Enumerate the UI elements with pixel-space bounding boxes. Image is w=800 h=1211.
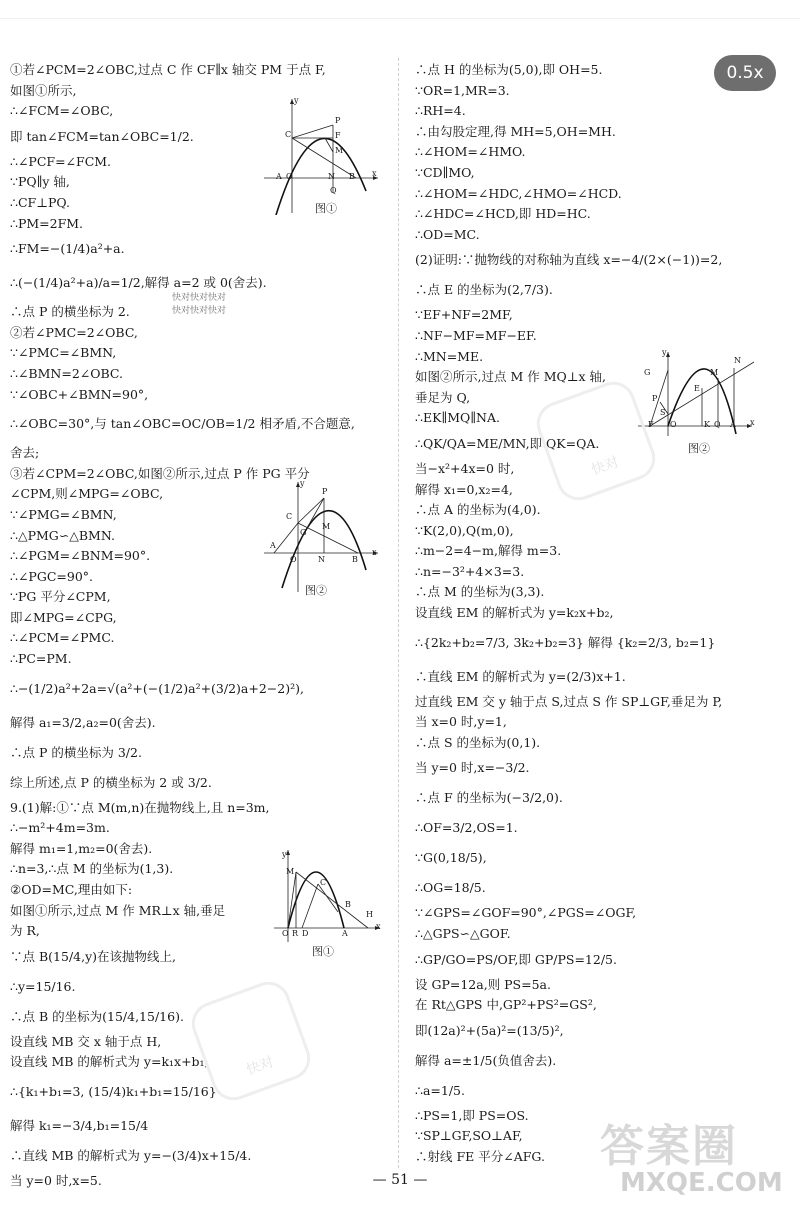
solution-line: ∴RH=4. bbox=[415, 103, 466, 119]
solution-line: ∠CPM,则∠MPG=∠OBC, bbox=[10, 486, 164, 502]
solution-line: 即∠MPG=∠CPG, bbox=[10, 609, 117, 625]
solution-line: ①若∠PCM=2∠OBC,过点 C 作 CF∥x 轴交 PM 于点 F, bbox=[10, 62, 326, 77]
solution-line: ∵G(0,18/5), bbox=[415, 850, 487, 866]
figure-1-label: C bbox=[285, 130, 292, 139]
solution-line: ∴PS=1,即 PS=OS. bbox=[415, 1107, 529, 1123]
solution-line: ∴a=1/5. bbox=[415, 1082, 465, 1098]
figure-3-label: B bbox=[345, 900, 351, 909]
figure-2-label: y bbox=[300, 479, 305, 488]
solution-line: ∴−(1/2)a²+2a=√(a²+(−(1/2)a²+(3/2)a+2−2)²), bbox=[10, 680, 304, 696]
solution-line: ∴点 P 的横坐标为 2. bbox=[10, 304, 130, 320]
solution-line: ∴∠HOM=∠HMO. bbox=[415, 144, 526, 160]
figure-2-label: N bbox=[318, 555, 325, 564]
solution-line: ∴OD=MC. bbox=[415, 226, 480, 242]
figure-2-label: G bbox=[300, 528, 307, 537]
solution-line: ②OD=MC,理由如下: bbox=[10, 882, 133, 898]
figure-3-label: C bbox=[320, 878, 327, 887]
figure-1-label: x bbox=[372, 169, 377, 178]
figure-3-caption: 图① bbox=[312, 945, 334, 958]
solution-line: ∵∠OBC+∠BMN=90°, bbox=[10, 386, 149, 402]
solution-line: 解得 m₁=1,m₂=0(舍去). bbox=[10, 840, 153, 856]
figure-right-label: P bbox=[652, 394, 658, 403]
solution-line: ∴NF−MF=MF−EF. bbox=[415, 327, 537, 343]
figure-3-label: y bbox=[282, 850, 287, 859]
solution-line: ∴n=−3²+4×3=3. bbox=[415, 563, 525, 579]
solution-line: 当 y=0 时,x=5. bbox=[10, 1173, 102, 1188]
figure-1-caption: 图① bbox=[315, 202, 337, 215]
figure-right-label: A bbox=[730, 420, 736, 429]
solution-line: ∴QK/QA=ME/MN,即 QK=QA. bbox=[415, 435, 600, 451]
solution-line: 即(12a)²+(5a)²=(13/5)², bbox=[415, 1022, 564, 1038]
solution-line: ∵PQ∥y 轴, bbox=[10, 174, 70, 190]
solution-line: ∴CF⊥PQ. bbox=[10, 194, 70, 210]
solution-line: ∴EK∥MQ∥NA. bbox=[415, 410, 500, 426]
solution-line: 如图①所示,过点 M 作 MR⊥x 轴,垂足 bbox=[10, 902, 226, 918]
handwritten-scrawl: 快对快对快对 快对快对快对 bbox=[172, 293, 227, 316]
figure-3-label: M bbox=[286, 867, 295, 876]
watermark-stamp: 快对 bbox=[186, 976, 317, 1107]
solution-line: 在 Rt△GPS 中,GP²+PS²=GS², bbox=[415, 997, 597, 1013]
solution-line: ∴∠PCF=∠FCM. bbox=[10, 153, 112, 169]
solution-line: 解得 a₁=3/2,a₂=0(舍去). bbox=[10, 714, 156, 730]
site-watermark: 答案圈 bbox=[600, 1121, 738, 1172]
solution-line: ∵∠GPS=∠GOF=90°,∠PGS=∠OGF, bbox=[415, 905, 637, 921]
proof-heading: (2)证明:∵抛物线的对称轴为直线 x=−4/(2×(−1))=2, bbox=[415, 252, 723, 268]
solution-line: ∴FM=−(1/4)a²+a. bbox=[10, 241, 125, 257]
figure-right-label: O bbox=[670, 420, 677, 429]
problem-heading: 9.(1)解:①∵点 M(m,n)在抛物线上,且 n=3m, bbox=[10, 799, 270, 815]
figure-2-label: C bbox=[286, 512, 293, 521]
solution-line: ∴点 S 的坐标为(0,1). bbox=[415, 734, 541, 750]
solution-line: ∵∠PMG=∠BMN, bbox=[10, 506, 117, 522]
figure-1-label: A bbox=[276, 172, 282, 181]
figure-2-label: O bbox=[290, 555, 297, 564]
figure-2-label: B bbox=[352, 555, 358, 564]
solution-line: ∴直线 EM 的解析式为 y=(2/3)x+1. bbox=[415, 668, 626, 684]
solution-line: ∵CD∥MO, bbox=[415, 164, 475, 180]
solution-line: ∴∠HDC=∠HCD,即 HD=HC. bbox=[415, 206, 591, 222]
solution-line: ∴点 A 的坐标为(4,0). bbox=[415, 502, 541, 518]
solution-line: ∵EF+NF=2MF, bbox=[415, 307, 513, 323]
figure-right-label: M bbox=[710, 368, 719, 377]
solution-line: 解得 x₁=0,x₂=4, bbox=[415, 481, 513, 497]
solution-line: ∴n=3,∴点 M 的坐标为(1,3). bbox=[10, 861, 174, 877]
figure-right-label: S bbox=[660, 408, 666, 417]
solution-line: ∴OF=3/2,OS=1. bbox=[415, 820, 518, 836]
solution-line: ∴∠PCM=∠PMC. bbox=[10, 630, 115, 646]
figure-3-label: O bbox=[282, 929, 289, 938]
figure-1-parabola bbox=[262, 95, 382, 215]
solution-line: ∴∠PGC=90°. bbox=[10, 568, 93, 584]
figure-right-label: E bbox=[694, 384, 700, 393]
solution-line: ∴点 E 的坐标为(2,7/3). bbox=[415, 282, 553, 298]
figure-1-label: O bbox=[286, 172, 293, 181]
solution-line: 设直线 MB 的解析式为 y=k₁x+b₁, bbox=[10, 1054, 209, 1070]
solution-line: 当 x=0 时,y=1, bbox=[415, 714, 507, 730]
solution-line: 舍去; bbox=[10, 445, 40, 461]
figure-right-label: Q bbox=[714, 420, 721, 429]
solution-line: 即 tan∠FCM=tan∠OBC=1/2. bbox=[10, 128, 194, 144]
solution-line: ∴m−2=4−m,解得 m=3. bbox=[415, 543, 562, 559]
solution-line: 设直线 EM 的解析式为 y=k₂x+b₂, bbox=[415, 605, 614, 621]
solution-line: 当 y=0 时,x=−3/2. bbox=[415, 760, 530, 776]
solution-line: ∵SP⊥GF,SO⊥AF, bbox=[415, 1128, 523, 1144]
solution-line: ∴直线 MB 的解析式为 y=−(3/4)x+15/4. bbox=[10, 1148, 252, 1163]
solution-line: ②若∠PMC=2∠OBC, bbox=[10, 324, 138, 340]
solution-line: ∴PC=PM. bbox=[10, 651, 72, 667]
solution-line: ∴∠PGM=∠BNM=90°. bbox=[10, 548, 151, 564]
figure-1-label: P bbox=[335, 116, 341, 125]
solution-line: ③若∠CPM=2∠OBC,如图②所示,过点 P 作 PG 平分 bbox=[10, 465, 310, 481]
figure-1-label: y bbox=[294, 96, 299, 105]
figure-1-label: B bbox=[349, 172, 355, 181]
figure-3-label: x bbox=[376, 922, 381, 931]
solution-line: ∴射线 FE 平分∠AFG. bbox=[415, 1149, 545, 1164]
solution-line: 设 GP=12a,则 PS=5a. bbox=[415, 976, 551, 992]
solution-line: 如图②所示,过点 M 作 MQ⊥x 轴, bbox=[415, 369, 606, 385]
figure-right-label: F bbox=[648, 420, 654, 429]
solution-line: 垂足为 Q, bbox=[415, 389, 471, 405]
figure-1-label: N bbox=[328, 172, 335, 181]
solution-line: 解得 k₁=−3/4,b₁=15/4 bbox=[10, 1118, 149, 1133]
figure-1-label: M bbox=[335, 146, 344, 155]
solution-line: ∴(−(1/4)a²+a)/a=1/2,解得 a=2 或 0(舍去). bbox=[10, 275, 267, 291]
figure-3-label: H bbox=[366, 910, 373, 919]
figure-2-label: P bbox=[322, 487, 328, 496]
watermark-stamp: 快对 bbox=[531, 376, 662, 507]
figure-right-label: K bbox=[704, 420, 710, 429]
solution-line: ∴y=15/16. bbox=[10, 978, 76, 994]
column-divider bbox=[398, 58, 399, 1168]
solution-line: ∴点 M 的坐标为(3,3). bbox=[415, 584, 545, 600]
figure-3-label: A bbox=[342, 929, 348, 938]
solution-line: 过直线 EM 交 y 轴于点 S,过点 S 作 SP⊥GF,垂足为 P, bbox=[415, 693, 723, 709]
page-number: — 51 — bbox=[372, 1172, 428, 1188]
solution-line: ∴GP/GO=PS/OF,即 GP/PS=12/5. bbox=[415, 951, 617, 967]
figure-2-label: x bbox=[372, 548, 377, 557]
figure-2-caption: 图② bbox=[305, 584, 327, 597]
solution-line: ∴∠BMN=2∠OBC. bbox=[10, 365, 124, 381]
solution-line: ∴{k₁+b₁=3, (15/4)k₁+b₁=15/16} bbox=[10, 1084, 217, 1099]
playback-speed-button[interactable]: 0.5x bbox=[714, 55, 776, 91]
solution-line: ∵OR=1,MR=3. bbox=[415, 82, 510, 98]
solution-line: ∴△PMG∽△BMN. bbox=[10, 527, 115, 543]
solution-line: ∴∠OBC=30°,与 tan∠OBC=OC/OB=1/2 相矛盾,不合题意, bbox=[10, 416, 355, 432]
figure-right-label: G bbox=[644, 368, 651, 377]
solution-line: ∴△GPS∽△GOF. bbox=[415, 926, 511, 942]
top-bar bbox=[0, 0, 800, 19]
solution-line: ∴点 B 的坐标为(15/4,15/16). bbox=[10, 1008, 184, 1024]
solution-line: 为 R, bbox=[10, 923, 40, 939]
solution-line: ∴∠FCM=∠OBC, bbox=[10, 103, 114, 119]
solution-line: ∴点 F 的坐标为(−3/2,0). bbox=[415, 790, 563, 806]
solution-line: ∵∠PMC=∠BMN, bbox=[10, 345, 117, 361]
solution-line: 当−x²+4x=0 时, bbox=[415, 460, 515, 476]
solution-line: ∴点 P 的横坐标为 3/2. bbox=[10, 744, 142, 760]
figure-right-label: y bbox=[662, 348, 667, 357]
solution-line: 如图①所示, bbox=[10, 82, 77, 98]
solution-line: ∴OG=18/5. bbox=[415, 880, 486, 896]
figure-2-parabola bbox=[262, 478, 382, 598]
solution-line: 解得 a=±1/5(负值舍去). bbox=[415, 1052, 557, 1068]
figure-2-label: M bbox=[322, 522, 331, 531]
solution-line: ∵K(2,0),Q(m,0), bbox=[415, 522, 514, 538]
figure-2-label: A bbox=[270, 541, 276, 550]
solution-line: ∴点 H 的坐标为(5,0),即 OH=5. bbox=[415, 62, 603, 77]
figure-3-label: D bbox=[302, 929, 309, 938]
solution-line: ∴由勾股定理,得 MH=5,OH=MH. bbox=[415, 123, 616, 139]
solution-line: ∴−m²+4m=3m. bbox=[10, 820, 110, 836]
figure-1-label: F bbox=[335, 131, 341, 140]
solution-line: ∴PM=2FM. bbox=[10, 215, 84, 231]
solution-line: 综上所述,点 P 的横坐标为 2 或 3/2. bbox=[10, 774, 212, 790]
solution-line: ∴∠HOM=∠HDC,∠HMO=∠HCD. bbox=[415, 185, 622, 201]
figure-right-caption: 图② bbox=[688, 442, 710, 455]
figure-right-label: N bbox=[734, 356, 741, 365]
solution-line: ∴{2k₂+b₂=7/3, 3k₂+b₂=3} 解得 {k₂=2/3, b₂=1} bbox=[415, 634, 716, 650]
solution-line: 设直线 MB 交 x 轴于点 H, bbox=[10, 1033, 162, 1049]
solution-line: ∵点 B(15/4,y)在该抛物线上, bbox=[10, 948, 176, 964]
right-column bbox=[415, 60, 787, 1168]
figure-3-label: R bbox=[292, 929, 299, 938]
solution-line: ∴MN=ME. bbox=[415, 348, 484, 364]
figure-1-label: Q bbox=[330, 186, 337, 195]
solution-line: ∵PG 平分∠CPM, bbox=[10, 589, 111, 605]
figure-right-label: x bbox=[750, 418, 755, 427]
site-url-watermark: MXQE.COM bbox=[620, 1168, 783, 1198]
